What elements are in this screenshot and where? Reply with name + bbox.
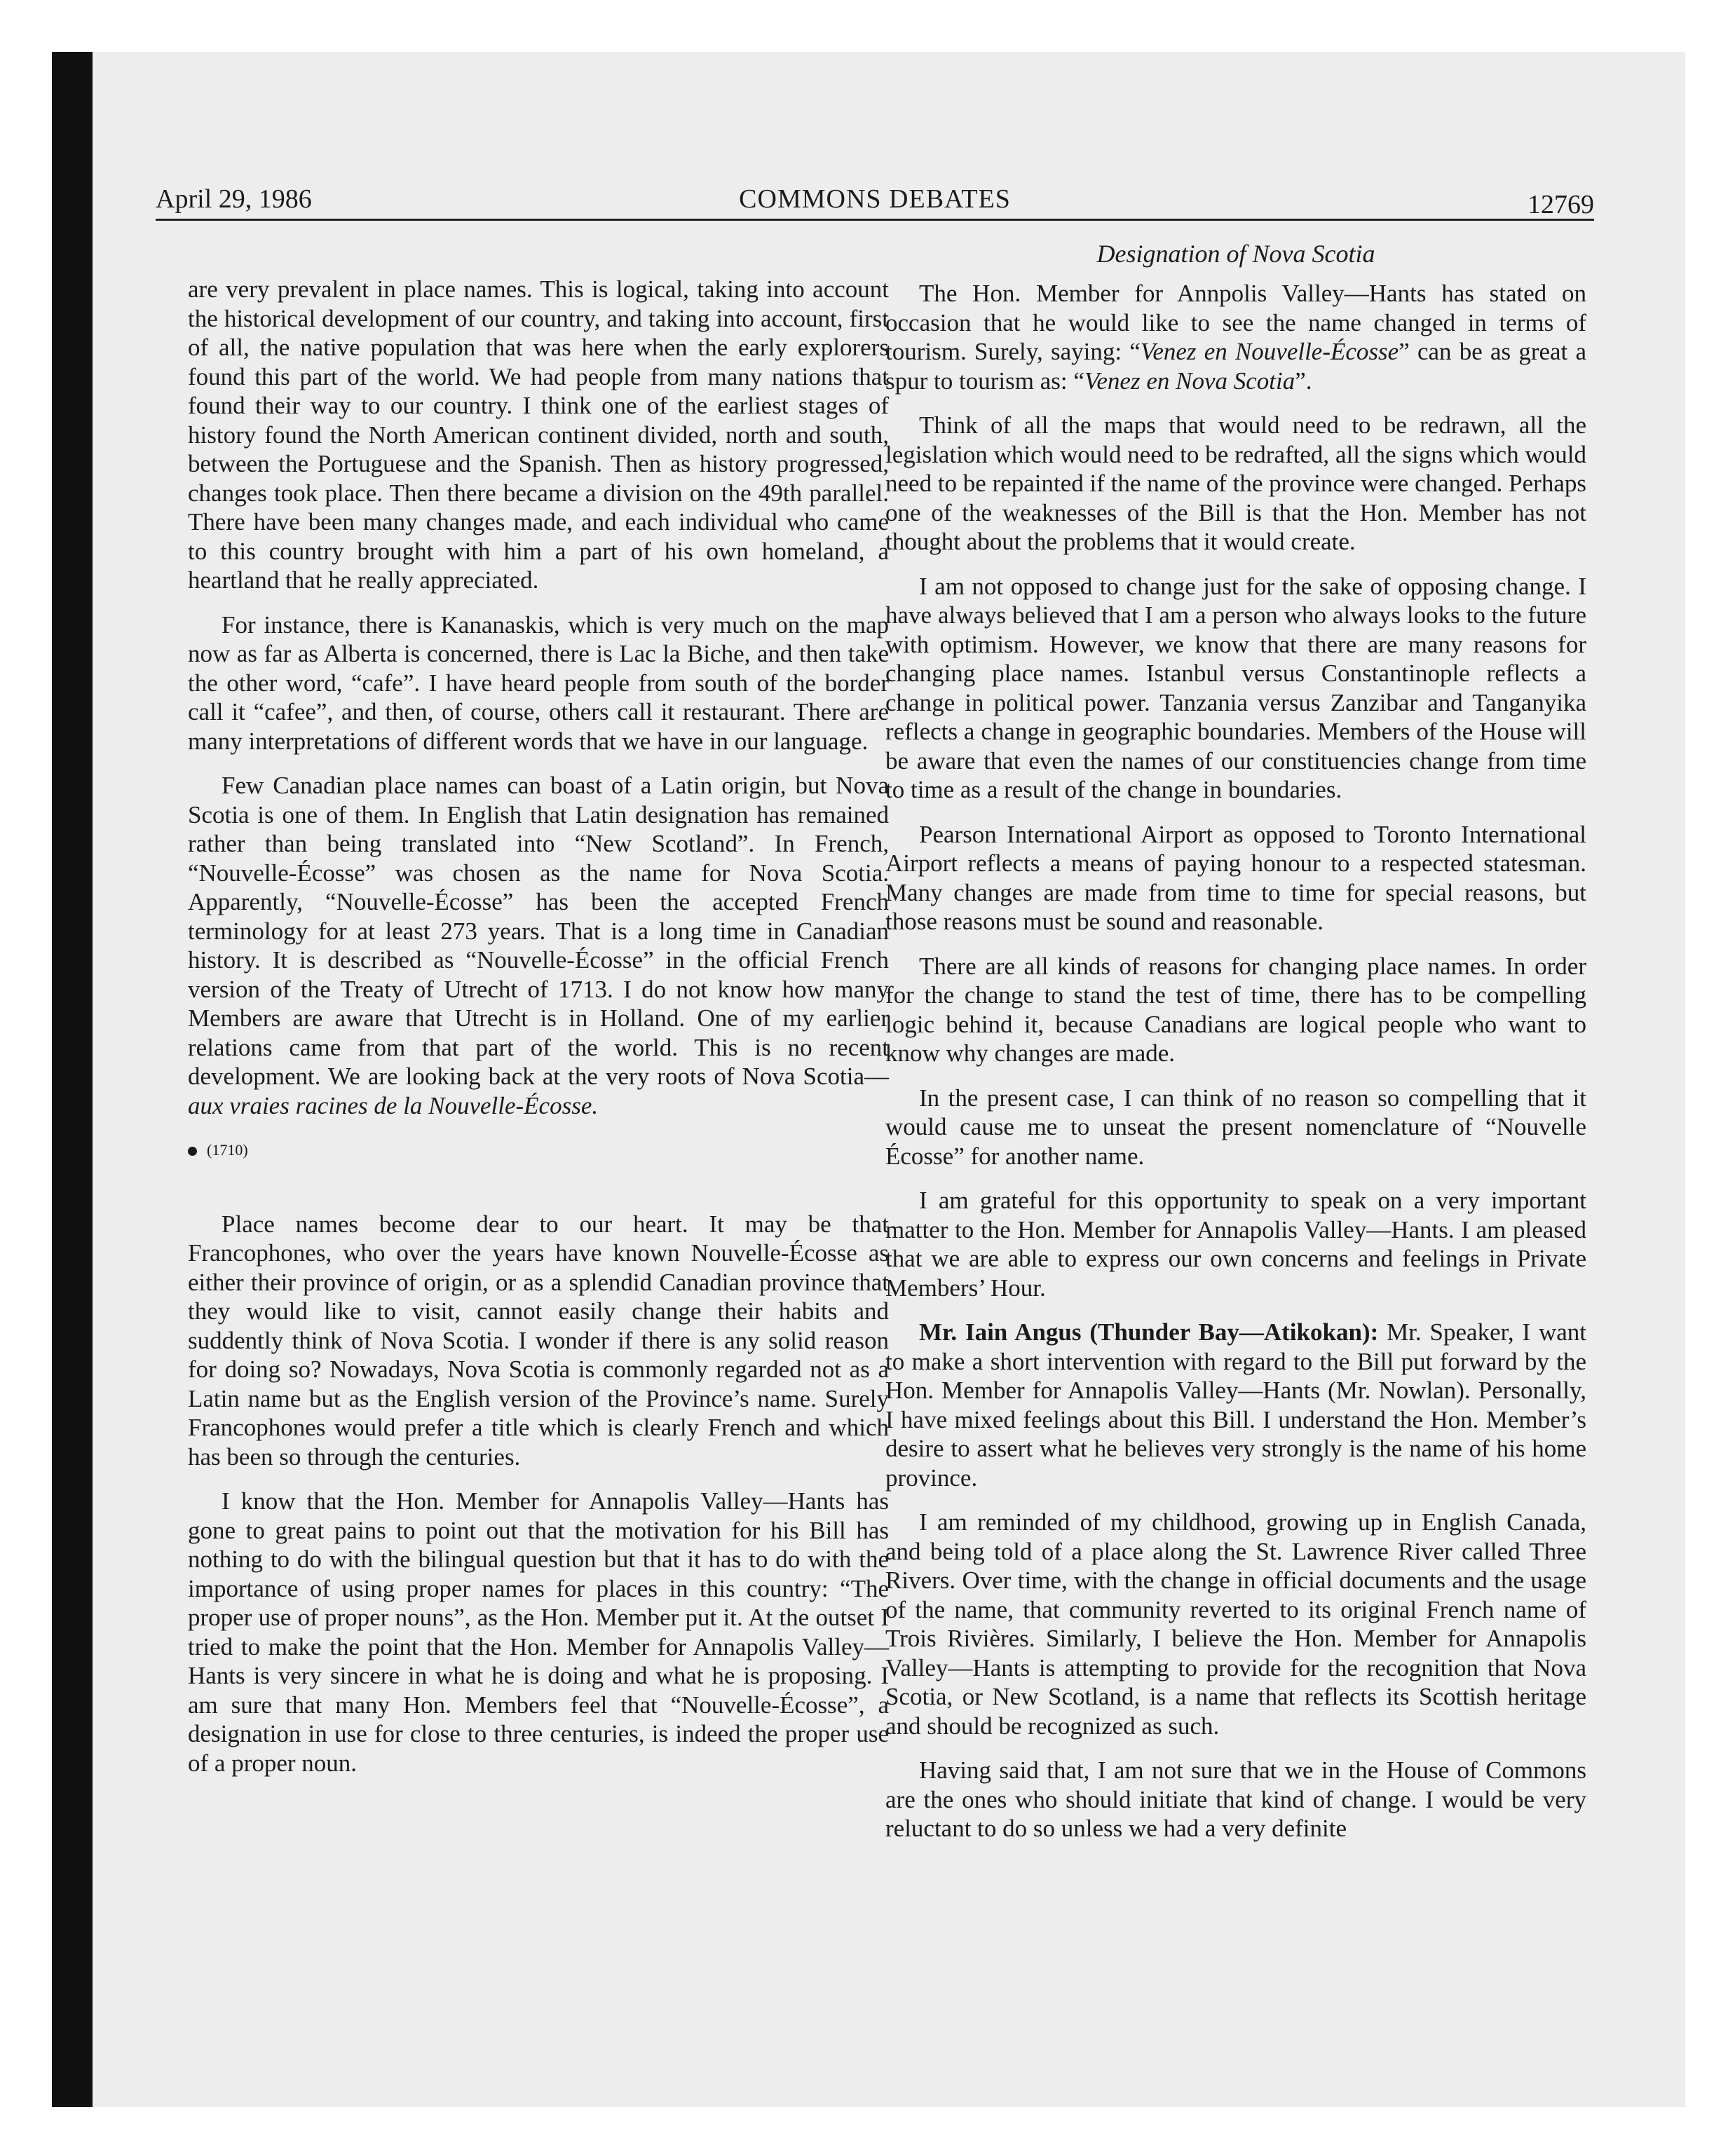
paragraph: Think of all the maps that would need to be redrawn, all the legislation which would need to be redrafted, all the signs which would need to be repainted if the name of the province were changed. Perhaps one of the weaknesses of the Bill is that the Hon. Member has not thought about the problems that it would create. <box>885 411 1586 555</box>
paragraph: Few Canadian place names can boast of a Latin origin, but Nova Scotia is one of them. In English that Latin designation has remained rather than being translated into “New Scotland”. In French, “Nouvelle-Écosse” was chosen as the name for Nova Scotia. Apparently, “Nouvelle-Écosse” has been the accepted French terminology for at least 273 years. That is a long time in Canadian history. It is described as “Nouvelle-Écosse” in the official French version of the Treaty of Utrecht of 1713. I do not know how many Members are aware that Utrecht is in Holland. One of my earlier relations came from that part of the world. This is no recent development. We are looking back at the very roots of Nova Scotia—aux vraies racines de la Nouvelle-Écosse. <box>188 772 889 1119</box>
section-heading: Designation of Nova Scotia <box>1096 240 1375 268</box>
paragraph: are very prevalent in place names. This is logical, taking into account the historical development of our country, and taking into account, first of all, the native population that was here when the early explorers found this part of the world. We had people from many nations that found their way to our country. I think one of the earliest stages of history found the North American continent divided, north and south, between the Portuguese and the Spanish. Then as history progressed, changes took place. Then there became a division on the 49th parallel. There have been many changes made, and each individual who came to this country brought with him a part of his own homeland, a heartland that he really appreciated. <box>188 275 889 594</box>
paragraph: Pearson International Airport as opposed to Toronto International Airport reflects a means of paying honour to a respected statesman. Many changes are made from time to time for special reasons, but those reasons must be sound and reasonable. <box>885 820 1586 935</box>
paragraph: I know that the Hon. Member for Annapolis Valley—Hants has gone to great pains to point out that the motivation for his Bill has nothing to do with the bilingual question but that it has to do with the importance of using proper names for places in this country: “The proper use of proper nouns”, as the Hon. Member put it. At the outset I tried to make the point that the Hon. Member for Annapolis Valley—Hants is very sincere in what he is doing and what he is proposing. I am sure that many Hon. Members feel that “Nouvelle-Écosse”, a designation in use for close to three centuries, is indeed the proper use of a proper noun. <box>188 1487 889 1777</box>
header-date: April 29, 1986 <box>156 184 312 214</box>
paragraph: Place names become dear to our heart. It may be that Francophones, who over the years have known Nouvelle-Écosse as either their province of origin, or as a splendid Canadian province that they would like to visit, cannot easily change their habits and suddently think of Nova Scotia. I wonder if there is any solid reason for doing so? Nowadays, Nova Scotia is commonly regarded not as a Latin name but as the English version of the Province’s name. Surely Francophones would prefer a title which is clearly French and which has been so through the centuries. <box>188 1210 889 1471</box>
right-column <box>885 238 1586 1859</box>
scan-edge-bar <box>52 52 93 2107</box>
page-number: 12769 <box>1528 190 1594 219</box>
left-column <box>188 275 889 1793</box>
paragraph: I am not opposed to change just for the sake of opposing change. I have always believed that I am a person who always looks to the future with optimism. However, we know that there are many reasons for changing place names. Istanbul versus Constantinople reflects a change in political power. Tanzania versus Zanzibar and Tanganyika reflects a change in geographic boundaries. Members of the House will be aware that even the names of our constituencies change from time to time as a result of the change in boundaries. <box>885 572 1586 803</box>
paragraph: There are all kinds of reasons for changing place names. In order for the change to stand the test of time, there has to be compelling logic behind it, because Canadians are logical people who want to know why changes are made. <box>885 952 1586 1067</box>
paragraph: In the present case, I can think of no reason so compelling that it would cause me to unseat the present nomenclature of “Nouvelle Écosse” for another name. <box>885 1084 1586 1170</box>
paragraph: I am reminded of my childhood, growing up in English Canada, and being told of a place along the St. Lawrence River called Three Rivers. Over time, with the change in official documents and the usage of the name, that community reverted to its original French name of Trois Rivières. Similarly, I believe the Hon. Member for Annapolis Valley—Hants is attempting to provide for the recognition that Nova Scotia, or New Scotland, is a name that reflects its Scottish heritage and should be recognized as such. <box>885 1508 1586 1740</box>
paragraph: I am grateful for this opportunity to speak on a very important matter to the Hon. Member for Annapolis Valley—Hants. I am pleased that we are able to express our own concerns and feelings in Private Members’ Hour. <box>885 1187 1586 1302</box>
paragraph: Having said that, I am not sure that we in the House of Commons are the ones who should initiate that kind of change. I would be very reluctant to do so unless we had a very definite <box>885 1756 1586 1842</box>
paragraph: Mr. Iain Angus (Thunder Bay—Atikokan): Mr. Speaker, I want to make a short intervention with regard to the Bill put forward by the Hon. Member for Annapolis Valley—Hants (Mr. Nowlan). Personally, I have mixed feelings about this Bill. I understand the Hon. Member’s desire to assert what he believes very strongly is the name of his home province. <box>885 1318 1586 1492</box>
page-header <box>156 184 1594 221</box>
time-marker: (1710) <box>188 1135 889 1165</box>
speaker-name: Mr. Iain Angus (Thunder Bay—Atikokan): <box>919 1318 1379 1346</box>
bullet-icon <box>188 1147 197 1156</box>
paragraph: The Hon. Member for Annpolis Valley—Hants has stated on occasion that he would like to see the name changed in terms of tourism. Surely, saying: “Venez en Nouvelle-Écosse” can be as great a spur to tourism as: “Venez en Nova Scotia”. <box>885 280 1587 395</box>
paragraph: For instance, there is Kananaskis, which is very much on the map now as far as Alberta is concerned, there is Lac la Biche, and then take the other word, “cafe”. I have heard people from south of the border call it “cafee”, and then, of course, others call it restaurant. There are many interpretations of different words that we have in our language. <box>188 610 889 755</box>
header-title: COMMONS DEBATES <box>739 184 1011 214</box>
